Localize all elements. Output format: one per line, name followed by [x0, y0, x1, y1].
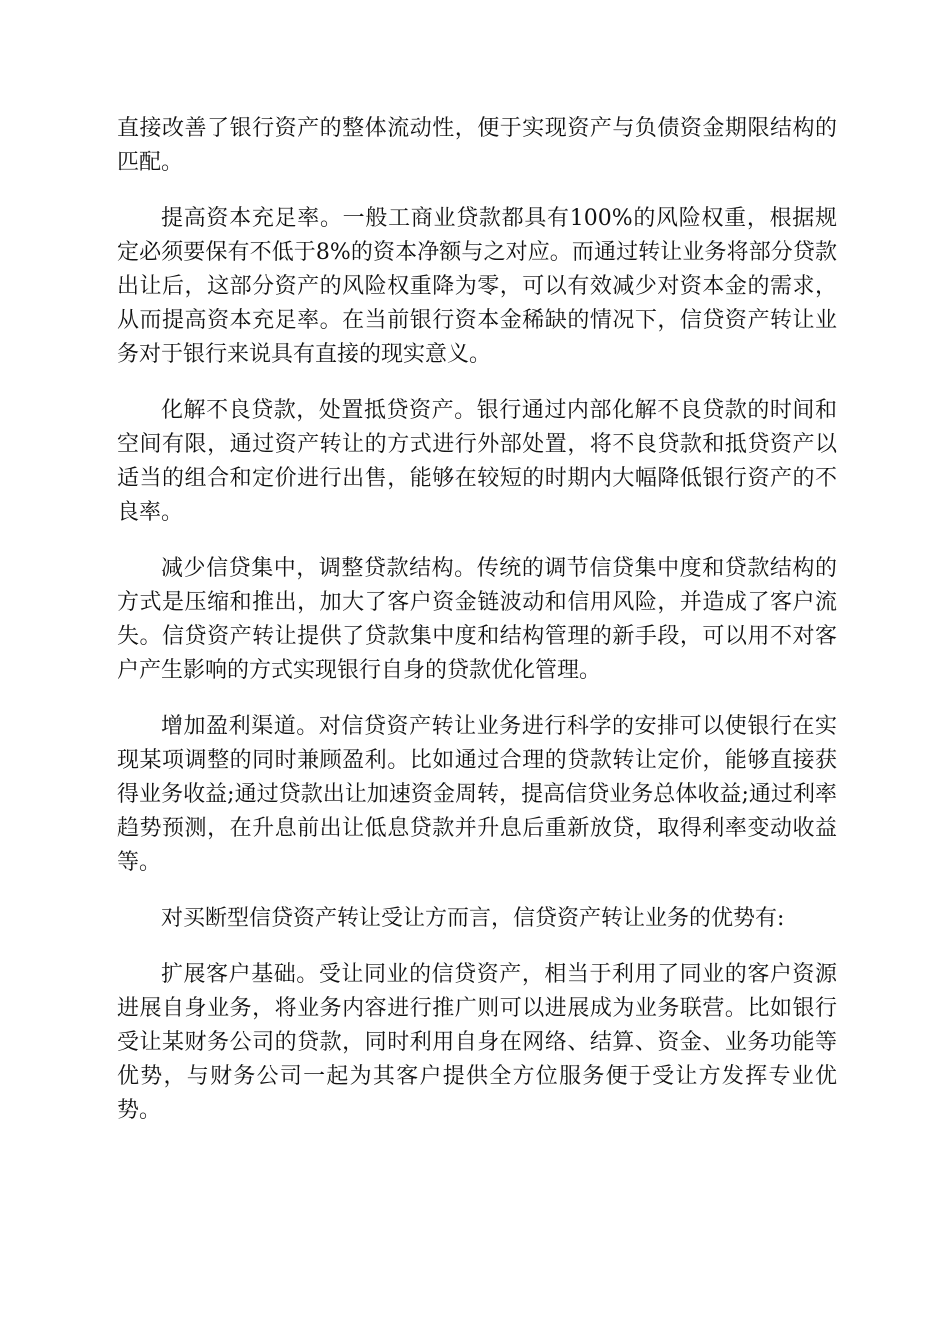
- paragraph-capital-adequacy: 提高资本充足率。一般工商业贷款都具有100%的风险权重，根据规定必须要保有不低于8%的资本净额与之对应。而通过转让业务将部分贷款出让后，这部分资产的风险权重降为零，可以有效减少对资本金的需求，从而提高资本充足率。在当前银行资本金稀缺的情况下，信贷资产转让业务对于银行来说具有直接的现实意义。: [117, 206, 837, 367]
- paragraph-continuation: 直接改善了银行资产的整体流动性，便于实现资产与负债资金期限结构的匹配。: [117, 116, 837, 175]
- paragraph-customer-base: 扩展客户基础。受让同业的信贷资产，相当于利用了同业的客户资源进展自身业务，将业务内容进行推广则可以进展成为业务联营。比如银行受让某财务公司的贷款，同时利用自身在网络、结算、资金、业务功能等优势，与财务公司一起为其客户提供全方位服务便于受让方发挥专业优势。: [117, 962, 837, 1123]
- paragraph-bad-loans: 化解不良贷款，处置抵贷资产。银行通过内部化解不良贷款的时间和空间有限，通过资产转让的方式进行外部处置，将不良贷款和抵贷资产以适当的组合和定价进行出售，能够在较短的时期内大幅降低银行资产的不良率。: [117, 398, 837, 525]
- document-page: [117, 112, 837, 1150]
- paragraph-profit-channels: 增加盈利渠道。对信贷资产转让业务进行科学的安排可以使银行在实现某项调整的同时兼顾盈利。比如通过合理的贷款转让定价，能够直接获得业务收益;通过贷款出让加速资金周转，提高信贷业务总体收益;通过利率趋势预测，在升息前出让低息贷款并升息后重新放贷，取得利率变动收益等。: [117, 714, 837, 875]
- paragraph-credit-concentration: 减少信贷集中，调整贷款结构。传统的调节信贷集中度和贷款结构的方式是压缩和推出，加大了客户资金链波动和信用风险，并造成了客户流失。信贷资产转让提供了贷款集中度和结构管理的新手段，可以用不对客户产生影响的方式实现银行自身的贷款优化管理。: [117, 556, 837, 683]
- paragraph-transferee-intro: 对买断型信贷资产转让受让方而言，信贷资产转让业务的优势有:: [161, 906, 785, 931]
